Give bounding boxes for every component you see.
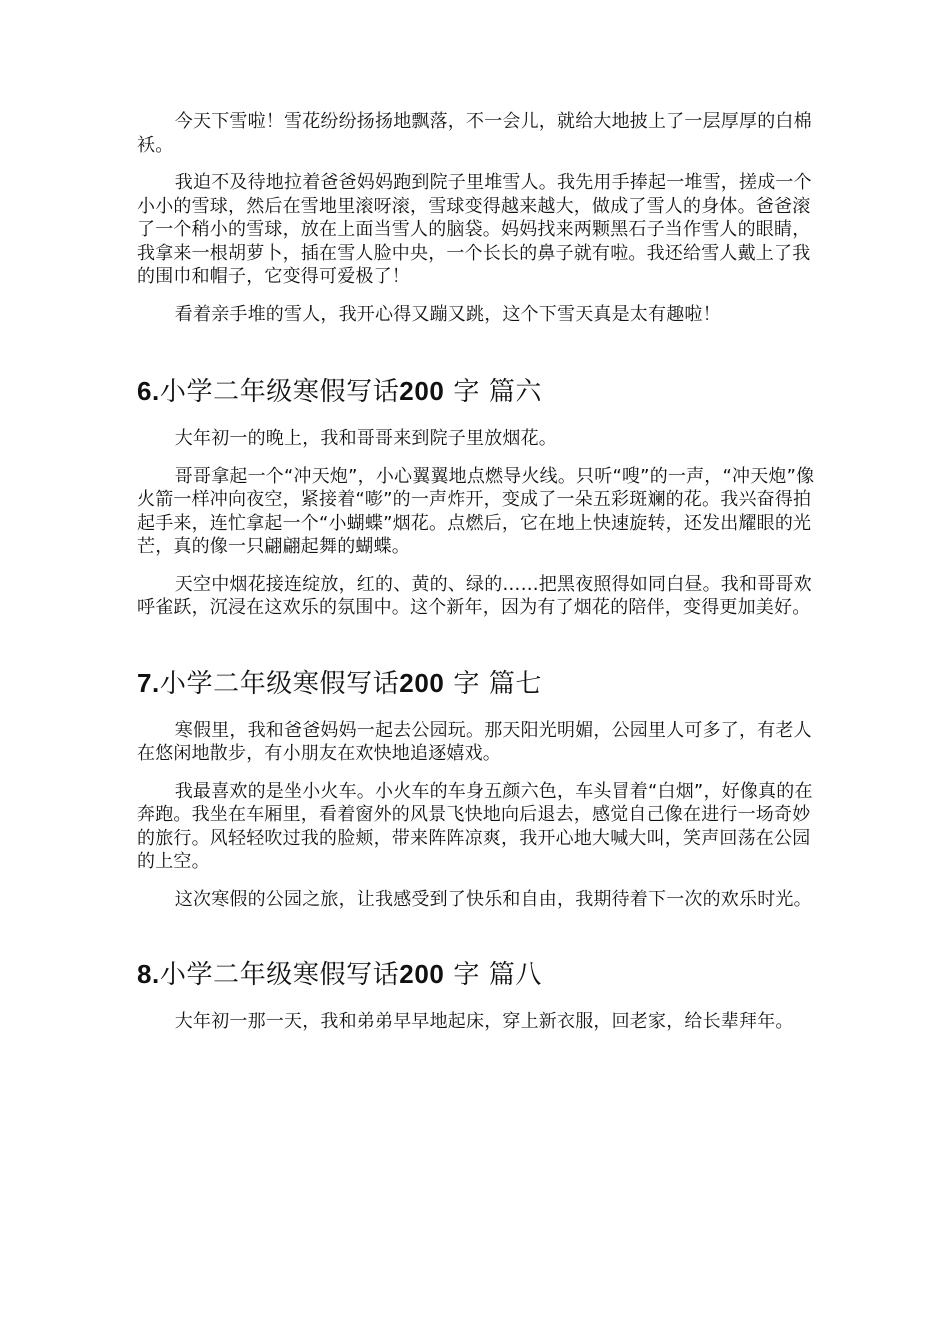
section-5-body (137, 110, 817, 326)
heading-suffix: 字 篇六 (453, 377, 543, 407)
document-page (137, 110, 817, 1048)
paragraph: 今天下雪啦！雪花纷纷扬扬地飘落，不一会儿，就给大地披上了一层厚厚的白棉袄。 (137, 111, 812, 156)
heading-count: 200 (399, 959, 445, 989)
section-6-heading (137, 374, 817, 409)
heading-suffix: 字 篇八 (453, 960, 543, 990)
section-6-body (137, 427, 817, 620)
paragraph: 哥哥拿起一个“冲天炮”，小心翼翼地点燃导火线。只听“嗖”的一声，“冲天炮”像火箭一样冲向夜空，紧接着“嘭”的一声炸开，变成了一朵五彩斑斓的花。我兴奋得拍起手来，连忙拿起一个“小蝴蝶”烟花。点燃后，它在地上快速旋转，还发出耀眼的光芒，真的像一只翩翩起舞的蝴蝶。 (137, 465, 815, 557)
heading-number: 7. (137, 667, 160, 698)
section-7-body (137, 719, 817, 912)
heading-number: 8. (137, 959, 160, 989)
section-7-heading (137, 666, 817, 701)
section-8-body (137, 1010, 817, 1034)
heading-count: 200 (399, 376, 445, 406)
paragraph: 这次寒假的公园之旅，让我感受到了快乐和自由，我期待着下一次的欢乐时光。 (174, 888, 812, 910)
paragraph: 我最喜欢的是坐小火车。小火车的车身五颜六色，车头冒着“白烟”，好像真的在奔跑。我坐在车厢里，看着窗外的风景飞快地向后退去，感觉自己像在进行一场奇妙的旅行。风轻轻吹过我的脸颊，带来阵阵凉爽，我开心地大喊大叫，笑声回荡在公园的上空。 (137, 780, 813, 872)
paragraph: 看着亲手堆的雪人，我开心得又蹦又跳，这个下雪天真是太有趣啦！ (174, 303, 721, 325)
paragraph: 大年初一那一天，我和弟弟早早地起床，穿上新衣服，回老家，给长辈拜年。 (174, 1011, 794, 1032)
section-8-heading (137, 957, 817, 992)
paragraph: 寒假里，我和爸爸妈妈一起去公园玩。那天阳光明媚，公园里人可多了，有老人在悠闲地散步，有小朋友在欢快地追逐嬉戏。 (137, 719, 812, 764)
heading-title: 小学二年级寒假写话 (159, 668, 400, 699)
heading-suffix: 字 篇七 (453, 668, 543, 699)
paragraph: 天空中烟花接连绽放，红的、黄的、绿的……把黑夜照得如同白昼。我和哥哥欢呼雀跃，沉浸在这欢乐的氛围中。这个新年，因为有了烟花的陪伴，变得更加美好。 (137, 573, 812, 618)
heading-title: 小学二年级寒假写话 (159, 960, 400, 990)
paragraph: 大年初一的晚上，我和哥哥来到院子里放烟花。 (174, 428, 557, 449)
paragraph: 我迫不及待地拉着爸爸妈妈跑到院子里堆雪人。我先用手捧起一堆雪，搓成一个小小的雪球，然后在雪地里滚呀滚，雪球变得越来越大，做成了雪人的身体。爸爸滚了一个稍小的雪球，放在上面当雪人的脑袋。妈妈找来两颗黑石子当作雪人的眼睛，我拿来一根胡萝卜，插在雪人脸中央，一个长长的鼻子就有啦。我还给雪人戴上了我的围巾和帽子，它变得可爱极了！ (137, 172, 812, 287)
heading-number: 6. (137, 376, 160, 406)
heading-title: 小学二年级寒假写话 (159, 377, 400, 407)
heading-count: 200 (399, 667, 445, 698)
